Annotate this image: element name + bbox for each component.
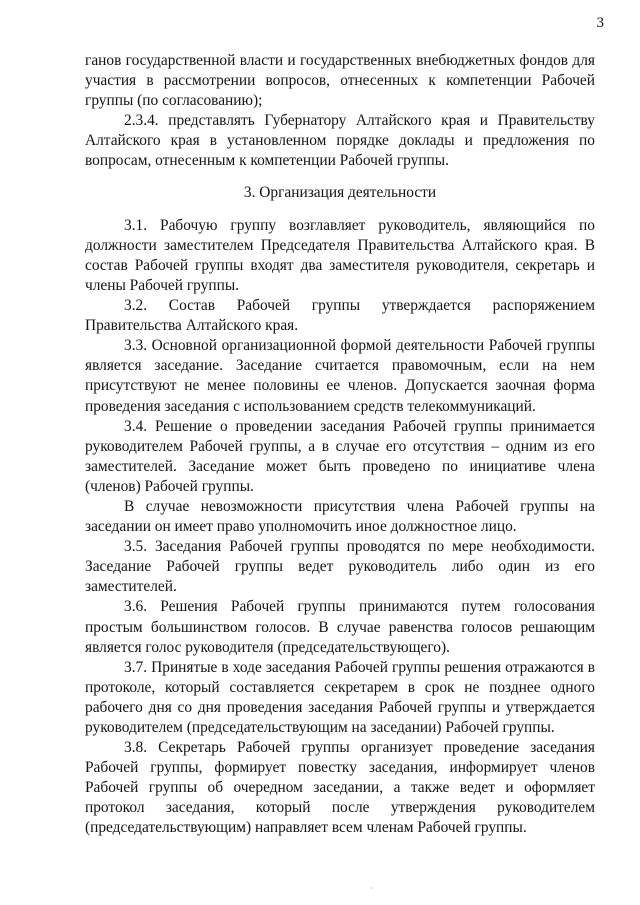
paragraph: 3.3. Основной организационной формой деятельности Рабочей группы является заседание. Заседание считается правомочным, если на нем присутствуют не менее половины ее членов. Допускается заочная форма проведения заседания с использованием средств телекоммуникаций. bbox=[85, 337, 595, 415]
paragraph: ганов государственной власти и государственных внебюджетных фондов для участия в рассмотрении вопросов, отнесенных к компетенции Рабочей группы (по согласованию); bbox=[85, 52, 595, 110]
paragraph: 3.4. Решение о проведении заседания Рабочей группы принимается руководителем Рабочей группы, а в случае его отсутствия – одним из его заместителей. Заседание может быть проведено по инициативе члена (членов) Рабочей группы. bbox=[85, 417, 595, 495]
section-title: 3. Организация деятельности bbox=[243, 183, 437, 201]
page-number: 3 bbox=[596, 15, 604, 31]
paragraph: 3.2. Состав Рабочей группы утверждается распоряжением Правительства Алтайского края. bbox=[85, 297, 595, 335]
scan-speck: · bbox=[370, 884, 373, 893]
paragraph: 2.3.4. представлять Губернатору Алтайского края и Правительству Алтайского края в установленном порядке доклады и предложения по вопросам, отнесенным к компетенции Рабочей группы. bbox=[85, 112, 595, 170]
paragraph: 3.6. Решения Рабочей группы принимаются путем голосования простым большинством голосов. В случае равенства голосов решающим является голос руководителя (председательствующего). bbox=[85, 598, 595, 656]
document-body bbox=[85, 51, 595, 839]
paragraph: 3.1. Рабочую группу возглавляет руководитель, являющийся по должности заместителем Председателя Правительства Алтайского края. В состав Рабочей группы входят два заместителя руководителя, секретарь и члены Рабочей группы. bbox=[85, 216, 595, 294]
paragraph: 3.7. Принятые в ходе заседания Рабочей группы решения отражаются в протоколе, который составляется секретарем в срок не позднее одного рабочего дня со дня проведения заседания Рабочей группы и утверждается руководителем (председательствующим на заседании) Рабочей группы. bbox=[85, 658, 595, 736]
paragraph: В случае невозможности присутствия члена Рабочей группы на заседании он имеет право уполномочить иное должностное лицо. bbox=[85, 497, 595, 536]
paragraph: 3.8. Секретарь Рабочей группы организует проведение заседания Рабочей группы, формирует повестку заседания, информирует членов Рабочей группы об очередном заседании, а также ведет и оформляет протокол заседания, который после утверждения руководителем (председательствующим) направляет всем членам Рабочей группы. bbox=[85, 739, 595, 837]
paragraph: 3.5. Заседания Рабочей группы проводятся по мере необходимости. Заседание Рабочей группы ведет руководитель либо один из его заместителей. bbox=[85, 538, 595, 596]
